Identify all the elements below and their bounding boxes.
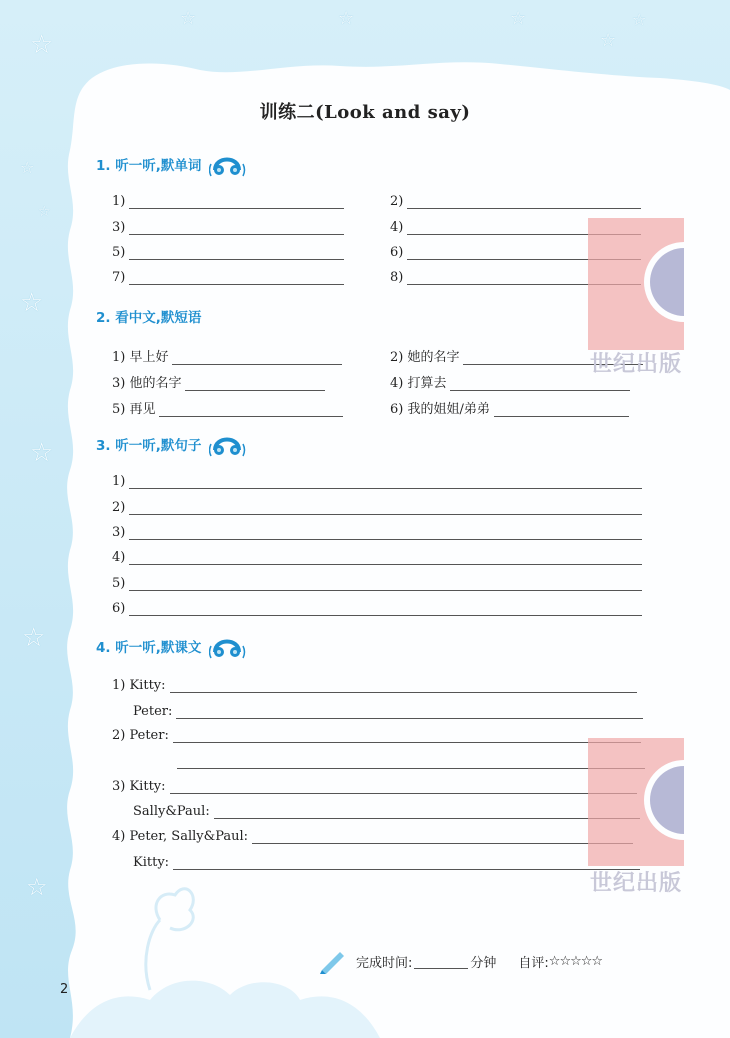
answer-row	[112, 576, 642, 591]
item-label: 6) 我的姐姐/弟弟	[390, 402, 490, 417]
answer-line[interactable]	[129, 601, 642, 616]
speaker-label: 2) Peter:	[112, 728, 169, 743]
item-label: 1) 早上好	[112, 350, 169, 365]
item-label: 5)	[112, 576, 126, 591]
answer-line[interactable]	[170, 779, 637, 794]
answer-row	[112, 398, 343, 417]
answer-line[interactable]	[129, 474, 642, 489]
answer-row	[112, 270, 344, 285]
answer-line[interactable]	[252, 829, 633, 844]
item-label: 6)	[112, 601, 126, 616]
dialogue-row	[112, 829, 633, 844]
answer-row	[112, 601, 642, 616]
item-label: 6)	[390, 245, 404, 260]
answer-line[interactable]	[159, 402, 343, 417]
answer-row	[390, 194, 641, 209]
speaker-label: Sally&Paul:	[133, 804, 210, 819]
answer-row	[112, 245, 344, 260]
dialogue-row	[112, 779, 637, 794]
answer-line[interactable]	[173, 728, 641, 743]
star-icon: ☆	[510, 8, 527, 29]
star-icon: ☆	[338, 8, 355, 29]
watermark-text: 世纪出版	[590, 871, 683, 896]
answer-line[interactable]	[129, 245, 344, 260]
headphone-icon[interactable]	[209, 430, 249, 458]
dialogue-row	[133, 804, 640, 819]
item-label: 8)	[390, 270, 404, 285]
answer-line[interactable]	[129, 576, 642, 591]
section-2-heading	[96, 306, 201, 326]
answer-line[interactable]	[173, 855, 640, 870]
item-label: 7)	[112, 270, 126, 285]
self-evaluation-label: 自评:	[518, 956, 549, 971]
worksheet-title: 训练二(Look and say)	[259, 102, 471, 123]
headphone-icon[interactable]	[209, 150, 249, 178]
answer-row	[112, 525, 642, 540]
watermark-text: 世纪出版	[590, 352, 683, 377]
answer-row	[112, 474, 642, 489]
star-icon: ☆	[26, 873, 48, 901]
headphone-icon[interactable]	[209, 632, 249, 660]
answer-line[interactable]	[129, 525, 642, 540]
item-label: 4) 打算去	[390, 376, 447, 391]
star-icon: ☆	[180, 8, 197, 29]
answer-line[interactable]	[129, 220, 344, 235]
speaker-label: Peter:	[133, 704, 173, 719]
dialogue-row	[177, 754, 645, 769]
section-3-heading	[96, 430, 249, 458]
star-icon: ☆	[30, 30, 54, 60]
answer-line[interactable]	[185, 376, 325, 391]
answer-line[interactable]	[129, 194, 344, 209]
watermark-logo	[588, 738, 684, 866]
item-label: 1)	[112, 194, 126, 209]
item-label: 5) 再见	[112, 402, 156, 417]
star-icon: ☆	[30, 438, 54, 468]
item-label: 4)	[112, 550, 126, 565]
star-icon: ☆	[20, 288, 44, 318]
answer-line[interactable]	[407, 194, 641, 209]
answer-row	[112, 372, 325, 391]
dialogue-row	[112, 728, 641, 743]
item-label: 2) 她的名字	[390, 350, 460, 365]
answer-row	[112, 346, 342, 365]
answer-line[interactable]	[129, 500, 642, 515]
minutes-label: 分钟	[470, 956, 497, 971]
answer-line[interactable]	[129, 270, 344, 285]
answer-line[interactable]	[176, 704, 643, 719]
item-label: 3) 他的名字	[112, 376, 182, 391]
item-label: 2)	[390, 194, 404, 209]
answer-row	[112, 194, 344, 209]
dialogue-row	[112, 678, 637, 693]
completion-time-field[interactable]	[414, 954, 468, 969]
speaker-label: 1) Kitty:	[112, 678, 166, 693]
star-icon: ☆	[38, 204, 51, 220]
item-label: 5)	[112, 245, 126, 260]
completion-time-label: 完成时间:	[356, 956, 413, 971]
answer-line[interactable]	[494, 402, 629, 417]
answer-line[interactable]	[177, 754, 645, 769]
answer-line[interactable]	[214, 804, 640, 819]
section-3-title: 3. 听一听,默句子	[96, 438, 202, 454]
star-icon: ☆	[632, 10, 647, 29]
page-number: 2	[60, 982, 69, 997]
dialogue-row	[133, 704, 643, 719]
section-4-heading	[96, 632, 249, 660]
answer-line[interactable]	[450, 376, 630, 391]
answer-line[interactable]	[172, 350, 342, 365]
star-icon: ☆	[600, 30, 617, 51]
dialogue-row	[133, 855, 640, 870]
section-1-title: 1. 听一听,默单词	[96, 158, 202, 174]
answer-row	[112, 550, 642, 565]
answer-line[interactable]	[170, 678, 637, 693]
item-label: 3)	[112, 525, 126, 540]
speaker-label: 3) Kitty:	[112, 779, 166, 794]
section-1-heading	[96, 150, 249, 178]
pencil-icon	[318, 946, 348, 974]
star-icon: ☆	[20, 158, 35, 177]
item-label: 3)	[112, 220, 126, 235]
speaker-label: 4) Peter, Sally&Paul:	[112, 829, 249, 844]
section-2-title: 2. 看中文,默短语	[96, 310, 202, 326]
answer-line[interactable]	[129, 550, 642, 565]
answer-row	[390, 398, 629, 417]
star-icon: ☆	[22, 623, 46, 653]
rating-stars[interactable]: ☆☆☆☆☆	[548, 954, 603, 969]
footer	[356, 952, 602, 971]
answer-row	[112, 500, 642, 515]
item-label: 4)	[390, 220, 404, 235]
watermark-logo	[588, 218, 684, 350]
item-label: 1)	[112, 474, 126, 489]
answer-row	[112, 220, 344, 235]
speaker-label: Kitty:	[133, 855, 170, 870]
item-label: 2)	[112, 500, 126, 515]
section-4-title: 4. 听一听,默课文	[96, 640, 202, 656]
